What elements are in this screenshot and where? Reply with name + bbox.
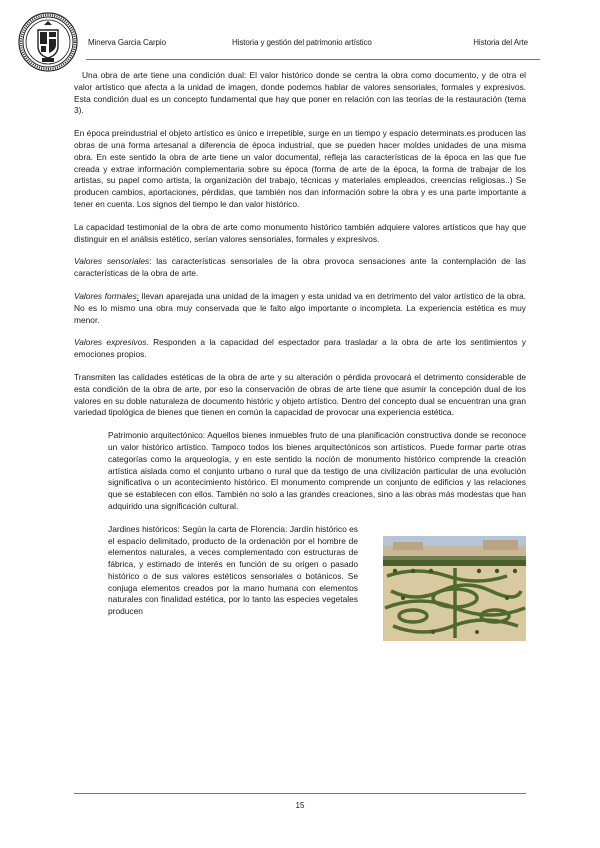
university-seal-logo [18, 12, 78, 72]
formal-values-colon: : [136, 290, 140, 301]
formal-values-text: llevan aparejada una unidad de la imagen y esta unidad va en detrimento del valor artístico de la obra. No es lo mismo una obra muy conservada que le falto algo importante o incompleta. La experiencia estética es muy menor. [74, 290, 526, 325]
paragraph-expressive-values [74, 337, 526, 361]
paragraph-aesthetic-qualities: Transmiten las calidades estéticas de la obra de arte y su alteración o pérdida provocará el detrimento considerable de esta condición de la obra de arte, por eso la conservación de obras de arte tiene que asumir la concepción dual de los valores en su doble naturaleza de documento históric y objeto artístico. Dentro del concepto dual se encuentran una gran variedad tipológica de bienes que tienen en común la capacidad de provocar una experiencia estética. [74, 371, 526, 418]
header-document-title: Historia y gestión del patrimonio artístico [232, 38, 372, 47]
term-formal-values: Valores formales [74, 290, 137, 301]
paragraph-sensory-values [74, 256, 526, 280]
formal-garden-photo [383, 536, 526, 641]
header-author: Minerva Garcia Carpio [88, 38, 166, 47]
sensory-values-text: : las características sensoriales de la obra provoca sensaciones ante la contemplación de las características de la obra de arte. [74, 256, 526, 279]
page-number: 15 [295, 801, 305, 810]
paragraph-architectural-heritage: Patrimonio arquitectónico: Aquellos bienes inmuebles fruto de una planificación constructiva donde se reconoce un valor histórico artístico. Tampoco todos los bienes arquitectónicos son artísticos. Puede formar parte otras categorías como la arqueología, y en este sentido la noción de monumento histórico comprende la creación artística aislada como el conjunto urbano o rural que da testigo de una civilización particular de una evolución significativa o un acontecimiento histórico. El monumento comprende un conjunto de edificios y las relaciones que se establecen con ellos. También no solo a las grandes creaciones, sino a las obras más modestas que han adquirido una significación cultural. [108, 430, 526, 511]
header-course: Historia del Arte [473, 38, 528, 47]
term-sensory-values: Valores sensoriales [74, 256, 150, 267]
paragraph-formal-values [74, 291, 526, 326]
historic-gardens-section [108, 524, 526, 641]
paragraph-dual-condition: Una obra de arte tiene una condición dual: El valor histórico donde se centra la obra como documento, y de otra el valor artístico que afecta a la unidad de imagen, donde podemos hablar de valores sensoriales, formales y expresivos. Esta condición dual es un concepto fundamental que hay que poner en relación con las teorías de la restauración (tema 3). [74, 70, 526, 116]
footer-divider [74, 793, 526, 794]
paragraph-preindustrial: En época preindustrial el objeto artístico es único e irrepetible, surge en un tiempo y espacio determinats.es producen las obras de una forma artesanal a diferencia de época industrial, que se pueden hacer moldes unidades de una misma obra. En este sentido la obra de arte tiene un valor documental, refleja las características de la época en las que fue creada y extrae información complementaria sobre su época (forma de arte de la época, la forma de trabajar de los artistas, su papel como artista, la organización del trabajo, técnicas y materiales empleados, creencias religiosas..) Se producen cambios, aportaciones, pérdidas, que también nos dan información sobre la obra y es una parte importante a tener en cuenta. Los signos del tiempo le dan valor histórico. [74, 128, 526, 209]
body-text [74, 70, 526, 641]
header-divider [86, 59, 540, 60]
paragraph-historic-gardens: Jardines históricos: Según la carta de Florencia: Jardín histórico es el espacio delimitado, producto de la ordenación por el hombre de elementos naturales, a veces complementado con estructuras de fábrica, y estimado de interés en función de su origen o pasado histórico o de sus valores estéticos sensoriales o botánicos. Se conjuga elementos creados por la mano humana con elementos naturales con finalidad estética, por lo tanto las especies vegetales producen [108, 523, 358, 617]
term-expressive-values: Valores expresivos. [74, 337, 149, 348]
expressive-values-text: Responden a la capacidad del espectador para trasladar a la obra de arte los sentimientos y emociones propios. [74, 337, 526, 360]
paragraph-testimonial-capacity: La capacidad testimonial de la obra de arte como monumento histórico también adquiere valores artísticos que hay que distinguir en el análisis estético, serían valores sensoriales, formales y expresivos. [74, 221, 526, 244]
